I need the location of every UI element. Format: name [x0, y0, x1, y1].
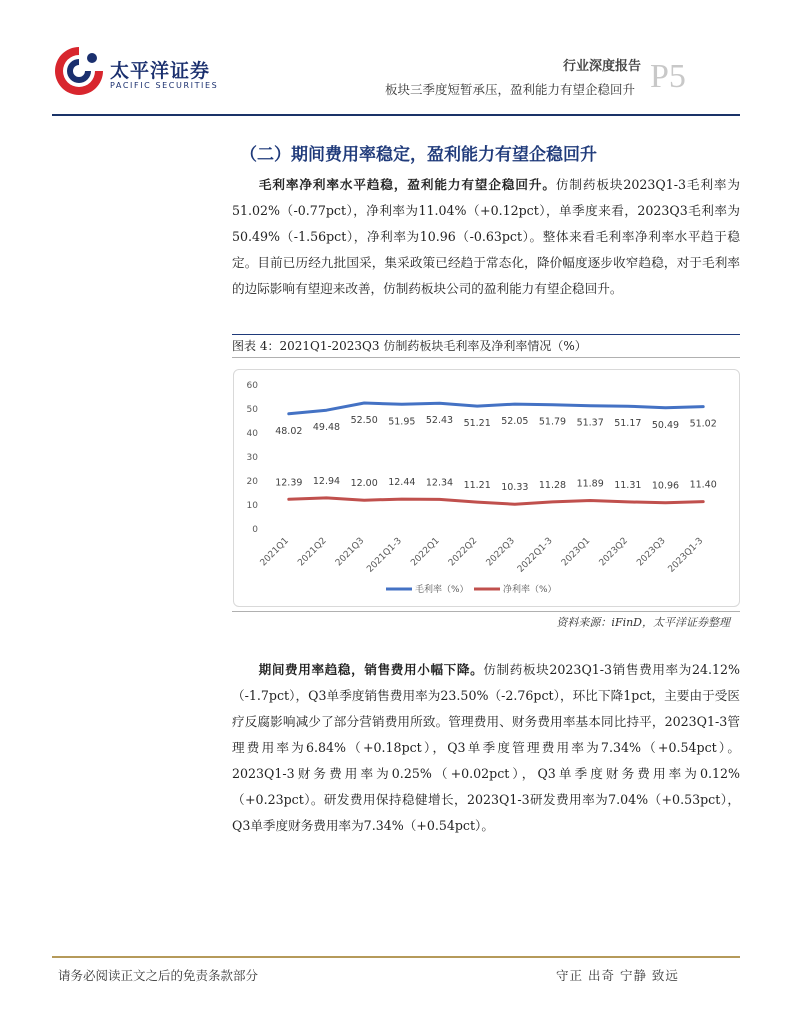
- x-tick-label: 2023Q1: [559, 536, 593, 569]
- footer-disclaimer: 请务必阅读正文之后的免责条款部分: [58, 968, 259, 983]
- x-tick-label: 2021Q1: [258, 536, 291, 569]
- report-type: 行业深度报告: [562, 59, 641, 74]
- paragraph-body: 仿制药板块2023Q1-3销售费用率为24.12%（-1.7pct），Q3单季度销售费用率为23.50%（-2.76pct），环比下降1pct，主要由于受医疗反腐影响减少了部分营销费用所致。管理费用、财务费用率基本同比持平，2023Q1-3管理费用率为6.84%（+0.18pct），Q3单季度管理费用率为7.34%（+0.54pct）。2023Q1-3财务费用率为0.25%（+0.02pct），Q3单季度财务费用率为0.12%（+0.23pct）。研发费用保持稳健增长，2023Q1-3研发费用率为7.04%（+0.53pct），Q3单季度财务费用率为7.34%（+0.54pct）。: [232, 662, 740, 833]
- data-label: 51.17: [614, 418, 642, 430]
- data-label: 51.21: [463, 418, 491, 430]
- data-label: 49.48: [312, 422, 341, 434]
- data-label: 50.49: [651, 419, 680, 431]
- y-tick-label: 20: [246, 477, 258, 487]
- y-tick-label: 10: [246, 501, 258, 511]
- series-line-gross-margin: [289, 403, 703, 414]
- data-label: 51.37: [576, 417, 604, 429]
- data-label: 12.39: [275, 477, 303, 489]
- paragraph-body: 仿制药板块2023Q1-3毛利率为51.02%（-0.77pct），净利率为11.04%（+0.12pct），单季度来看，2023Q3毛利率为50.49%（-1.56pct），净利率为10.96（-0.63pct）。整体来看毛利率净利率水平趋于稳定。目前已历经九批国采，集采政策已经趋于常态化，降价幅度逐步收窄趋稳，对于毛利率的边际影响有望迎来改善，仿制药板块公司的盈利能力有望企稳回升。: [232, 177, 741, 296]
- x-tick-label: 2022Q1: [409, 536, 442, 569]
- paragraph-margins: [232, 172, 740, 302]
- data-label: 12.00: [350, 478, 378, 490]
- series-line-net-margin: [289, 498, 703, 504]
- x-tick-label: 2023Q2: [597, 536, 630, 569]
- chart-svg: [234, 370, 739, 606]
- logo-chinese-name: 太平洋证券: [110, 60, 211, 82]
- paragraph-lead: 毛利率净利率水平趋稳，盈利能力有望企稳回升。: [258, 177, 556, 192]
- x-tick-label: 2021Q2: [296, 536, 329, 569]
- y-tick-label: 30: [246, 453, 258, 463]
- data-label: 11.21: [463, 480, 491, 492]
- data-label: 52.50: [350, 415, 378, 426]
- figure-caption: 图表 4：2021Q1-2023Q3 仿制药板块毛利率及净利率情况（%）: [232, 339, 587, 353]
- logo-english-name: PACIFIC SECURITIES: [110, 81, 219, 90]
- x-tick-label: 2023Q3: [635, 536, 668, 569]
- data-label: 12.34: [425, 477, 454, 489]
- data-label: 11.28: [538, 479, 567, 491]
- paragraph-lead: 期间费用率趋稳，销售费用小幅下降。: [258, 662, 484, 677]
- x-tick-label: 2021Q1-3: [365, 536, 404, 575]
- paragraph-expenses: [232, 657, 740, 839]
- legend-label: 净利率（%）: [503, 585, 557, 595]
- data-label: 11.89: [576, 478, 604, 490]
- data-label: 48.02: [275, 425, 303, 437]
- data-label: 52.05: [501, 416, 529, 428]
- data-label: 10.96: [651, 480, 680, 492]
- y-tick-label: 0: [252, 525, 258, 535]
- legend-label: 毛利率（%）: [415, 585, 469, 595]
- footer-motto: 守正 出奇 宁静 致远: [556, 968, 679, 983]
- figure-source: 资料来源：iFinD，太平洋证券整理: [556, 616, 730, 629]
- footer-divider: [52, 956, 740, 958]
- data-label: 11.31: [614, 479, 642, 491]
- figure-caption-rule: [232, 357, 740, 358]
- page-number: P5: [650, 58, 686, 95]
- data-label: 51.79: [538, 416, 567, 428]
- y-tick-label: 40: [246, 429, 258, 439]
- data-label: 11.40: [689, 479, 717, 491]
- y-tick-label: 50: [246, 405, 258, 415]
- x-tick-label: 2023Q1-3: [666, 536, 706, 575]
- data-label: 12.44: [388, 477, 416, 489]
- x-tick-label: 2022Q2: [446, 536, 480, 569]
- data-label: 12.94: [312, 475, 341, 487]
- company-logo: [52, 44, 219, 100]
- x-tick-label: 2021Q3: [333, 536, 367, 569]
- header-divider: [52, 114, 740, 116]
- x-tick-label: 2022Q3: [484, 536, 517, 569]
- y-tick-label: 60: [246, 381, 258, 391]
- report-subtitle: 板块三季度短暂承压，盈利能力有望企稳回升: [384, 82, 635, 97]
- margin-line-chart: [233, 369, 740, 607]
- figure-top-rule: [232, 334, 740, 335]
- data-label: 51.95: [388, 416, 416, 428]
- logo-emblem-icon: [52, 44, 106, 100]
- section-title: （二）期间费用率稳定，盈利能力有望企稳回升: [240, 145, 597, 165]
- data-label: 52.43: [425, 415, 454, 427]
- data-label: 10.33: [501, 482, 529, 494]
- figure-bottom-rule: [232, 611, 740, 612]
- data-label: 51.02: [689, 418, 717, 430]
- x-tick-label: 2022Q1-3: [515, 536, 555, 575]
